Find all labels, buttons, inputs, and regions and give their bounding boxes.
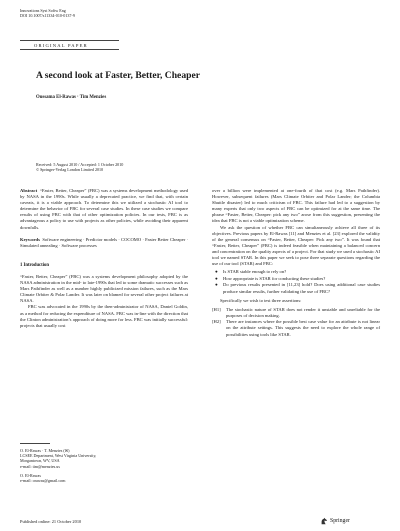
journal-name: Innovations Syst Softw Eng: [20, 8, 66, 13]
footnote-author-1: O. El-Rawas · T. Menzies (✉): [20, 448, 70, 453]
publisher-logo: [320, 517, 350, 525]
right-paragraph-3: Specifically we wish to test three assertions:: [220, 297, 302, 303]
hypothesis-text: The stochastic nature of STAR does not render it unstable and unreliable for the purposes of decision making.: [226, 306, 380, 318]
left-column: [20, 188, 188, 329]
footnote-affiliation-2: Morgantown, WV, USA: [20, 458, 60, 464]
abstract: [20, 188, 188, 231]
keywords: [20, 237, 188, 249]
keywords-label: Keywords: [20, 236, 40, 242]
footnote-author-2: O. El-Rawas: [20, 472, 41, 478]
bullet-icon: ●: [215, 275, 218, 281]
paper-title: A second look at Faster, Better, Cheaper: [36, 70, 200, 81]
publication-dates: [36, 162, 236, 172]
list-item: ● Do previous results presented in [11,23] hold? Does using additional case studies produce similar results, further validating the use of FBC?: [215, 282, 380, 294]
publisher-name: Springer: [330, 518, 350, 524]
footnote-divider: [20, 443, 50, 444]
hypothesis-h2: [212, 319, 380, 337]
hypothesis-tag: [H2]: [212, 319, 221, 325]
right-paragraph-1: over a billion were implemented at one-fourth of that cost (e.g. Mars Pathfinder). However, subsequent failures (Mars Climate Orbiter and Polar Lander; the Columbia Shuttle disaster) led to much criticism of FBC. This failure had led to a suggestion by many experts that only two aspects of FBC can be optimized for at the same time. The phrase “Faster, Better, Cheaper: pick any two” arose from this suggestion, presenting the idea that FBC is not a viable optimization scheme.: [212, 188, 380, 224]
footnote-email-1: e-mail: tim@menzies.us: [20, 463, 60, 469]
intro-paragraph-1: “Faster, Better, Cheaper” (FBC) was a systems development philosophy adopted by the NASA administration in the mid- to late-1990s that led to some dramatic successes such as Mars Pathfinder as well as a number highly publicized mission failures, such as the Mars Climate Orbiter & Polar Lander. It was later on blamed for several other project failures at NASA.: [20, 273, 188, 304]
springer-knight-icon: [320, 517, 328, 525]
question-list: [212, 269, 380, 294]
hypothesis-text: There are instances where the possible best case value for an attribute is not linear on the attribute settings. This suggests the need to explore the whole range of possibilities using tools like STAR.: [226, 319, 380, 337]
right-paragraph-2: We ask the question of whether FBC can simultaneously achieve all three of its objectives. Previous papers by El-Rawas [11] and Menzies et al. [23] explored the validity of the general consensus on “Faster, Better, Cheaper: Pick any two”. It was found that “Faster, Better, Cheaper” (FBC) is indeed feasible when maintaining a balanced concern and concentration on the quality aspects of a project. For that study we used a stochastic AI tool we named STAR. In this paper we seek to pose three separate questions regarding the use of our tool (STAR) and FBC:: [212, 224, 380, 267]
author-affiliation-footnote: [20, 448, 188, 483]
doi: DOI 10.1007/s11334-010-0137-9: [20, 13, 75, 19]
abstract-text: “Faster, Better, Cheaper” (FBC) was a systems development methodology used by NASA in the 1990s. While usually a deprecated practice, we find that, with certain caveats, it is a viable approach. To determine this we utilized a stochastic AI tool to determine the behavior of FBC for several case studies. In these case studies we compare results of using FBC with that of other optimization policies. In our tests, FBC is as advantageous a policy to use with projects as other policies, while avoiding their apparent downfalls.: [20, 188, 188, 230]
list-item: ● How appropriate is STAR for conducting these studies?: [215, 275, 326, 281]
bullet-icon: ●: [215, 269, 218, 275]
received-accepted: Received: 5 August 2010 / Accepted: 1 October 2010: [36, 162, 124, 167]
author-list: Oussama El-Rawas · Tim Menzies: [36, 95, 107, 100]
footnote-affiliation-1: LCSEE Department, West Virginia University,: [20, 453, 97, 459]
right-column: [212, 188, 380, 338]
copyright-line: © Springer-Verlag London Limited 2010: [36, 167, 104, 173]
section-heading-introduction: 1 Introduction: [20, 262, 49, 268]
keywords-text: Software engineering · Predictor models · COCOMO · Faster Better Cheaper · Simulated annealing · Software processes: [20, 236, 189, 248]
footnote-email-2: e-mail: orawas@gmail.com: [20, 478, 66, 484]
abstract-label: Abstract: [20, 188, 38, 193]
list-item: ● Is STAR stable enough to rely on?: [215, 269, 287, 275]
hypothesis-h1: [212, 307, 380, 319]
hypothesis-tag: [H1]: [212, 306, 221, 312]
running-header: [20, 8, 75, 18]
intro-paragraph-2: FBC was advocated in the 1990s by the then-administrator of NASA, Daniel Goldin, as a method for reducing the expenditure of NASA. FBC was in-line with the direction that the Clinton administration’s approach of doing more for less. FBC was initially successful: projects that usually cost: [20, 304, 188, 328]
bullet-icon: ●: [215, 282, 218, 288]
published-online-date: Published online: 21 October 2010: [20, 519, 82, 524]
article-type-banner: ORIGINAL PAPER: [20, 40, 119, 50]
